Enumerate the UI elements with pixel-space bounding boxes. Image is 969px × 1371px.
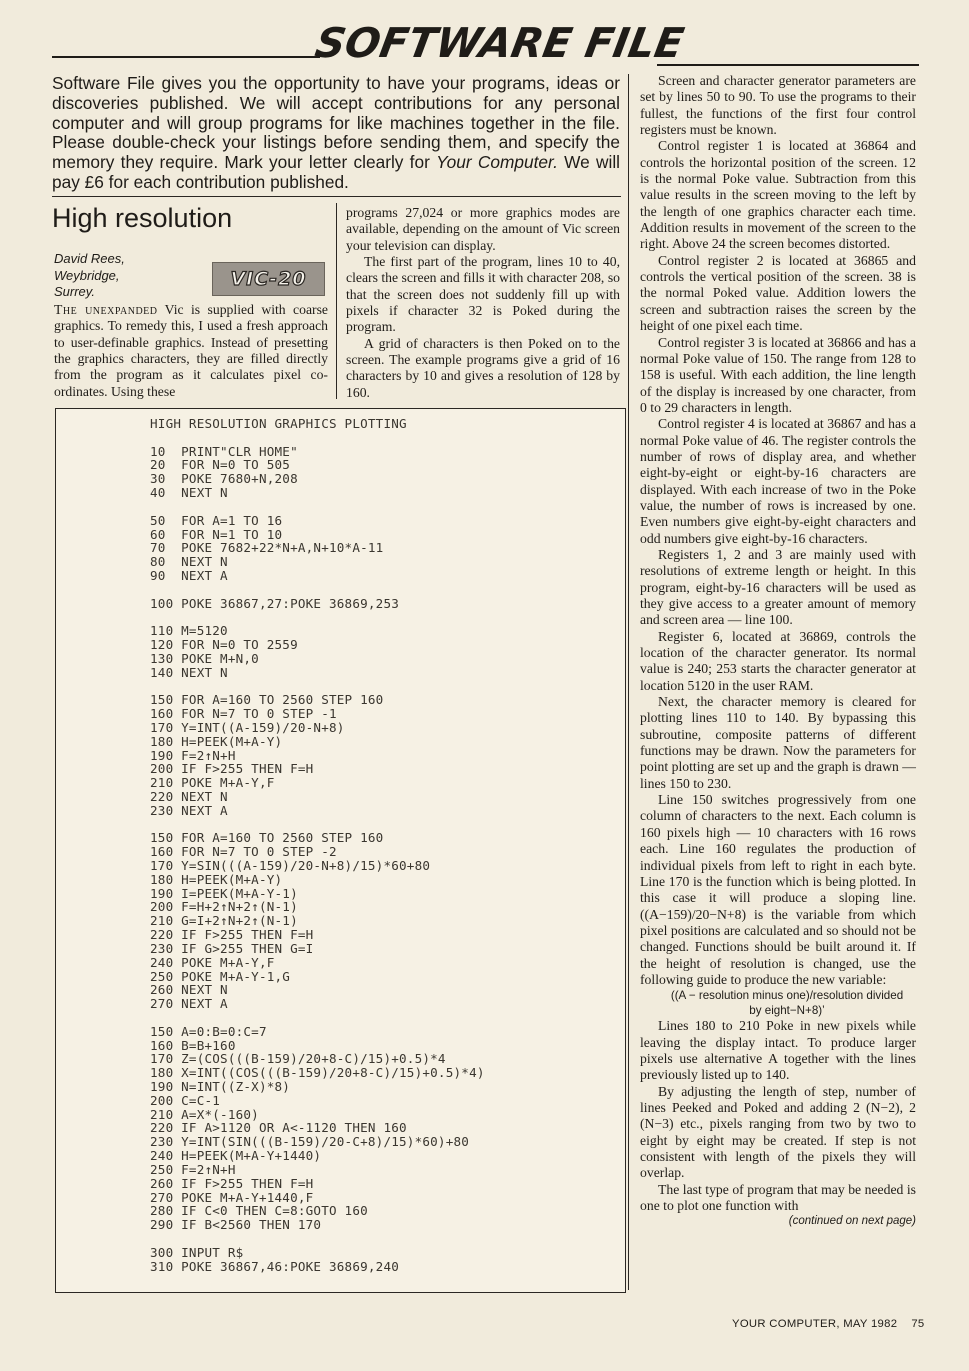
listing-line: 160 B=B+160: [150, 1037, 236, 1053]
listing-line: [150, 583, 610, 597]
listing-line: 240 H=PEEK(M+A-Y+1440): [150, 1148, 322, 1164]
listing-line: 140 NEXT N: [150, 664, 228, 680]
listing-line: 190 I=PEEK(M+A-Y-1): [150, 885, 298, 901]
listing-line: 100 POKE 36867,27:POKE 36869,253: [150, 595, 400, 611]
listing-line: 250 POKE M+A-Y-1,G: [150, 968, 291, 984]
listing-line: 120 FOR N=0 TO 2559: [150, 637, 298, 652]
paragraph: Control register 4 is located at 36867 and has a normal Poke value of 46. The register controls the number of rows of display area, and whether eight-by-eight or eight-by-16 characters are displayed. With each increase of two in the Poke value, the number of rows is increased by one. Even numbers give eight-by-eight characters and odd numbers give eight-by-16 characters.: [640, 416, 916, 546]
paragraph: Control register 1 is located at 36864 and controls the horizontal position of the screen. 12 is the normal Poke value. Subtraction from this value results in the screen moving to the left by the length of one graphics character each time. Addition results in movement of the screen to the right. Above 24 the screen becomes distorted.: [640, 138, 916, 252]
listing-line: 250 F=2↑N+H: [150, 1161, 236, 1177]
listing-line: 180 H=PEEK(M+A-Y): [150, 733, 283, 749]
listing-line: 190 N=INT((Z-X)*8): [150, 1079, 291, 1094]
listing-line: 150 A=0:B=0:C=7: [150, 1023, 267, 1039]
paragraph: The last type of program that may be needed is one to plot one function with: [640, 1181, 916, 1214]
listing-line: 220 IF F>255 THEN F=H: [150, 927, 314, 943]
listing-line: 190 F=2↑N+H: [150, 747, 236, 763]
listing-line: 20 FOR N=0 TO 505: [150, 457, 291, 473]
column-divider-middle: [336, 203, 337, 399]
listing-line: 170 Y=INT((A-159)/20-N+8): [150, 719, 345, 735]
listing-line: [150, 1011, 610, 1025]
paragraph: Control register 3 is located at 36866 and has a normal Poke value of 150. The range from 128 to 158 is useful. With each addition, the line length of the display is increased by one character, from 0 to 29 characters in length.: [640, 334, 916, 415]
listing-line: 40 NEXT N: [150, 485, 228, 501]
section-masthead: SOFTWARE FILE: [311, 19, 688, 67]
publication-date: YOUR COMPUTER, MAY 1982: [732, 1318, 898, 1330]
article-column-2: [346, 205, 620, 401]
program-listing: [150, 417, 610, 1273]
paragraph: Registers 1, 2 and 3 are mainly used with resolutions of extreme length or height. In this program, eight-by-16 characters will be used as they give access to a greater amount of memory and screen area — line 100.: [640, 546, 916, 628]
listing-line: 230 NEXT A: [150, 802, 228, 818]
section-intro: [52, 74, 620, 193]
listing-line: [150, 1232, 610, 1246]
paragraph: Vic is supplied with coarse graphics. To remedy this, I used a fresh approach to user-definable graphics. Instead of presetting the graphics characters, they are filled directly from the program as it calculates pixel co-ordinates. Using these: [54, 302, 329, 399]
listing-line: 280 IF C<0 THEN C=8:GOTO 160: [150, 1203, 368, 1219]
paragraph: A grid of characters is then Poked on to the screen. The example programs give a grid of 16 characters by 10 and gives a resolution of 128 by 160.: [346, 335, 620, 400]
page-number: 75: [911, 1318, 925, 1330]
listing-line: 200 IF F>255 THEN F=H: [150, 761, 314, 777]
listing-line: 210 POKE M+A-Y,F: [150, 775, 275, 791]
listing-line: 180 H=PEEK(M+A-Y): [150, 871, 283, 887]
lead-in: The unexpanded: [54, 302, 158, 317]
listing-line: 270 NEXT A: [150, 996, 228, 1012]
paragraph: By adjusting the length of step, number of lines Peeked and Poked and adding 2 (N−2), 2 (N−3) etc., pixels ranging from two by two to eight by eight may be created. If step is not consistent with length of the pixels they will overlap.: [640, 1083, 916, 1181]
listing-line: [150, 500, 610, 514]
listing-line: 220 IF A>1120 OR A<-1120 THEN 160: [150, 1120, 407, 1136]
intro-text-end: We will pay £6 for each contribution published.: [52, 152, 620, 192]
listing-line: 210 A=X*(-160): [150, 1106, 259, 1122]
listing-line: 110 M=5120: [150, 623, 228, 639]
article-title: High resolution: [52, 203, 233, 233]
page-footer: [732, 1318, 925, 1330]
listing-line: 160 FOR N=7 TO 0 STEP -1: [150, 706, 337, 722]
author-county: Surrey.: [54, 284, 95, 299]
paragraph: Control register 2 is located at 36865 and controls the vertical position of the screen. 38 is the normal Poked value. Addition lowers the screen and subtraction raises the screen by the height of one pixel each time.: [640, 252, 916, 334]
listing-line: 70 POKE 7682+22*N+A,N+10*A-11: [150, 540, 384, 556]
listing-line: 10 PRINT"CLR HOME": [150, 443, 298, 459]
listing-line: 290 IF B<2560 THEN 170: [150, 1217, 322, 1233]
listing-line: 60 FOR N=1 TO 10: [150, 526, 283, 542]
listing-line: 260 NEXT N: [150, 982, 228, 998]
listing-line: [150, 431, 610, 445]
listing-line: 160 FOR N=7 TO 0 STEP -2: [150, 844, 337, 860]
listing-line: 200 C=C-1: [150, 1092, 221, 1108]
listing-line: 170 Y=SIN(((A-159)/20-N+8)/15)*60+80: [150, 858, 431, 873]
listing-line: 50 FOR A=1 TO 16: [150, 512, 283, 528]
paragraph: Lines 180 to 210 Poke in new pixels while leaving the display intact. To produce larger pixels use alternative A together with the lines previously listed up to 140.: [640, 1018, 916, 1083]
article-top-rule: [52, 196, 621, 197]
listing-line: [150, 610, 610, 624]
author-name: David Rees,: [54, 251, 125, 266]
listing-line: 90 NEXT A: [150, 567, 228, 583]
listing-line: 180 X=INT((COS(((B-159)/20+8-C)/15)+0.5)*4): [150, 1065, 485, 1081]
continued-note: (continued on next page): [788, 1215, 916, 1228]
listing-line: 270 POKE M+A-Y+1440,F: [150, 1189, 314, 1205]
article-column-1: [54, 302, 328, 400]
paragraph: Screen and character generator parameters are set by lines 50 to 90. To use the programs to their fullest, the functions of the first four control registers must be known.: [640, 73, 916, 138]
listing-line: 210 G=I+2↑N+2↑(N-1): [150, 913, 298, 929]
paragraph: Next, the character memory is cleared for plotting lines 110 to 140. By bypassing this subroutine, composite patterns of different functions may be drawn. Now the parameters for point plotting are set up and the graph is drawn — lines 150 to 230.: [640, 694, 916, 791]
listing-title: HIGH RESOLUTION GRAPHICS PLOTTING: [150, 416, 407, 431]
listing-line: [150, 679, 610, 693]
intro-text: Software File gives you the opportunity to have your programs, ideas or discoveries published. We will accept contributions for any personal computer and will group programs for like machines together in the file. Please double-check your listings before sending them, and specify the memory they require. Mark your letter clearly for: [52, 73, 620, 173]
header-rule-left: [52, 56, 320, 58]
listing-line: 240 POKE M+A-Y,F: [150, 954, 275, 970]
intro-magazine-name: Your Computer.: [436, 152, 558, 173]
paragraph: The first part of the program, lines 10 to 40, clears the screen and fills it with character 208, so that the screen does not suddenly fill up with pixels if character 32 is Poked during the program.: [346, 254, 620, 335]
listing-line: 170 Z=(COS(((B-159)/20+8-C)/15)+0.5)*4: [150, 1051, 446, 1067]
listing-line: 80 NEXT N: [150, 554, 228, 570]
article-column-3: [640, 73, 916, 1229]
listing-line: 230 IF G>255 THEN G=I: [150, 940, 314, 956]
author-byline: [54, 251, 204, 301]
listing-line: 220 NEXT N: [150, 788, 228, 804]
paragraph: programs 27,024 or more graphics modes are available, depending on the amount of Vic screen your television can display.: [346, 205, 620, 253]
resolution-formula-line-1: ((A − resolution minus one)/resolution divided: [670, 989, 904, 1003]
paragraph: Register 6, located at 36869, controls the location of the character generator. Its normal value is 240; 253 starts the character generator at location 5120 in the user RAM.: [640, 628, 916, 693]
listing-line: 150 FOR A=160 TO 2560 STEP 160: [150, 830, 384, 846]
listing-line: 150 FOR A=160 TO 2560 STEP 160: [150, 692, 384, 708]
column-divider-right: [628, 74, 629, 1290]
listing-line: 200 F=H+2↑N+2↑(N-1): [150, 899, 298, 915]
listing-line: 300 INPUT R$: [150, 1244, 244, 1260]
listing-line: 310 POKE 36867,46:POKE 36869,240: [150, 1258, 400, 1274]
listing-line: 30 POKE 7680+N,208: [150, 471, 298, 487]
listing-line: [150, 818, 610, 832]
machine-badge-label: VIC-20: [230, 268, 307, 290]
header-rule-right: [657, 64, 919, 66]
listing-line: 130 POKE M+N,0: [150, 650, 259, 666]
listing-line: 260 IF F>255 THEN F=H: [150, 1175, 314, 1191]
resolution-formula-line-2: by eight−N+8)’: [749, 1004, 825, 1018]
paragraph: Line 150 switches progressively from one column of characters to the next. Each column is 160 pixels high — 10 characters with 16 rows each. Line 160 regulates the production of individual pixels from left to right in each byte. Line 170 is the function which is being plotted. In this case it will produce a sloping line. ((A−159)/20−N+8) is the variable from which pixel positions are calculated and so should not be changed. Functions should be built around it. If the height of resolution is changed, use the following guide to produce the new variable:: [640, 792, 916, 987]
author-town: Weybridge,: [54, 267, 120, 283]
listing-line: 230 Y=INT(SIN(((B-159)/20-C+8)/15)*60)+80: [150, 1134, 470, 1150]
machine-badge: [212, 262, 325, 296]
